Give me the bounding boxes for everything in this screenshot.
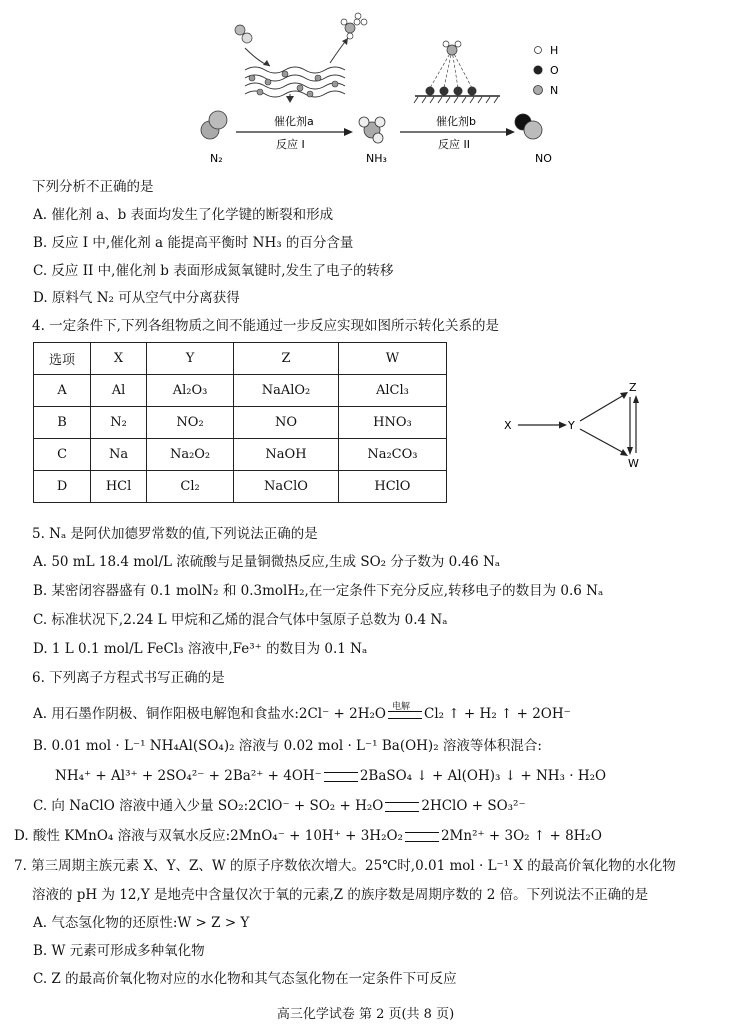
table-row: A Al Al₂O₃ NaAlO₂ AlCl₃ bbox=[34, 375, 447, 407]
q3-option-c: C. 反应 II 中,催化剂 b 表面形成氮氧键时,发生了电子的转移 bbox=[33, 263, 394, 279]
q3-option-b: B. 反应 I 中,催化剂 a 能提高平衡时 NH₃ 的百分含量 bbox=[33, 235, 354, 251]
header-option: 选项 bbox=[34, 343, 91, 375]
q7-stem-line2: 溶液的 pH 为 12,Y 是地壳中含量仅次于氧的元素,Z 的族序数是周期序数的 2 倍。下列说法不正确的是 bbox=[32, 887, 649, 903]
electrolysis-sign: 电解 bbox=[388, 711, 422, 719]
header-w: W bbox=[338, 343, 446, 375]
equals-sign bbox=[324, 772, 358, 782]
legend-h: H bbox=[550, 44, 559, 57]
molecule-n2 bbox=[201, 111, 227, 139]
table-row: B N₂ NO₂ NO HNO₃ bbox=[34, 407, 447, 439]
label-n2: N₂ bbox=[210, 152, 223, 165]
header-z: Z bbox=[234, 343, 339, 375]
equals-sign bbox=[385, 802, 419, 812]
molecule-nh3-out bbox=[341, 19, 360, 39]
header-x: X bbox=[91, 343, 147, 375]
q5-option-c: C. 标准状况下,2.24 L 甲烷和乙烯的混合气体中氢原子总数为 0.4 Nₐ bbox=[33, 612, 448, 628]
q6-option-c: C. 向 NaClO 溶液中通入少量 SO₂:2ClO⁻ + SO₂ + H₂O 2HClO + SO₃²⁻ bbox=[33, 798, 526, 814]
table-header-row bbox=[34, 343, 447, 375]
q7-stem-line1: 7. 第三周期主族元素 X、Y、Z、W 的原子序数依次增大。25℃时,0.01 mol · L⁻¹ X 的最高价氧化物的水化物 bbox=[14, 858, 676, 874]
label-no: NO bbox=[535, 152, 552, 165]
equals-sign bbox=[405, 832, 439, 842]
molecule-no bbox=[515, 114, 542, 139]
q5-option-a: A. 50 mL 18.4 mol/L 浓硫酸与足量铜微热反应,生成 SO₂ 分子数为 0.46 Nₐ bbox=[33, 554, 501, 570]
reaction-mechanism-figure bbox=[190, 8, 575, 170]
q7-option-a: A. 气态氢化物的还原性:W > Z > Y bbox=[33, 915, 250, 931]
page-footer: 高三化学试卷 第 2 页(共 8 页) bbox=[276, 1007, 455, 1022]
legend-n: N bbox=[550, 84, 559, 97]
q6-option-b-line2: NH₄⁺ + Al³⁺ + 2SO₄²⁻ + 2Ba²⁺ + 4OH⁻ 2BaSO₄ ↓ + Al(OH)₃ ↓ + NH₃ · H₂O bbox=[55, 768, 607, 784]
legend bbox=[534, 44, 560, 97]
q5-option-b: B. 某密闭容器盛有 0.1 molN₂ 和 0.3molH₂,在一定条件下充分反应,转移电子的数目为 0.6 Nₐ bbox=[33, 583, 604, 599]
legend-o: O bbox=[550, 64, 559, 77]
q3-stem: 下列分析不正确的是 bbox=[32, 179, 154, 195]
q4-options-table bbox=[33, 342, 447, 503]
table-row: C Na Na₂O₂ NaOH Na₂CO₃ bbox=[34, 439, 447, 471]
q6-option-d: D. 酸性 KMnO₄ 溶液与双氧水反应:2MnO₄⁻ + 10H⁺ + 3H₂O₂ 2Mn²⁺ + 3O₂ ↑ + 8H₂O bbox=[14, 828, 602, 844]
table-row: D HCl Cl₂ NaClO HClO bbox=[34, 471, 447, 503]
label-reaction-1: 反应 I bbox=[276, 138, 305, 151]
label-reaction-2: 反应 II bbox=[438, 138, 470, 151]
q6-stem: 6. 下列离子方程式书写正确的是 bbox=[32, 670, 225, 686]
q6-option-b-line1: B. 0.01 mol · L⁻¹ NH₄Al(SO₄)₂ 溶液与 0.02 mol · L⁻¹ Ba(OH)₂ 溶液等体积混合: bbox=[33, 738, 542, 754]
q4-transformation-diagram bbox=[500, 375, 660, 475]
molecule-nh3 bbox=[359, 117, 385, 143]
node-z: Z bbox=[629, 381, 637, 394]
q3-option-a: A. 催化剂 a、b 表面均发生了化学键的断裂和形成 bbox=[33, 207, 334, 223]
q4-stem: 4. 一定条件下,下列各组物质之间不能通过一步反应实现如图所示转化关系的是 bbox=[32, 318, 499, 334]
header-y: Y bbox=[147, 343, 234, 375]
catalyst-b-surface bbox=[414, 41, 500, 103]
label-catalyst-b: 催化剂b bbox=[436, 115, 476, 128]
label-nh3: NH₃ bbox=[366, 152, 387, 165]
q5-stem: 5. Nₐ 是阿伏加德罗常数的值,下列说法正确的是 bbox=[32, 526, 318, 542]
q3-option-d: D. 原料气 N₂ 可从空气中分离获得 bbox=[33, 290, 240, 306]
q5-option-d: D. 1 L 0.1 mol/L FeCl₃ 溶液中,Fe³⁺ 的数目为 0.1 Nₐ bbox=[33, 641, 368, 657]
node-y: Y bbox=[568, 419, 575, 432]
label-catalyst-a: 催化剂a bbox=[274, 115, 314, 128]
q7-option-b: B. W 元素可形成多种氧化物 bbox=[33, 943, 205, 959]
q6-option-a: A. 用石墨作阴极、铜作阳极电解饱和食盐水:2Cl⁻ + 2H₂O 电解 Cl₂ ↑ + H₂ ↑ + 2OH⁻ bbox=[33, 701, 571, 722]
node-w: W bbox=[628, 457, 639, 470]
molecule-h2-in bbox=[235, 25, 252, 43]
node-x: X bbox=[504, 419, 512, 432]
q7-option-c: C. Z 的最高价氧化物对应的水化物和其气态氢化物在一定条件下可反应 bbox=[33, 971, 457, 987]
